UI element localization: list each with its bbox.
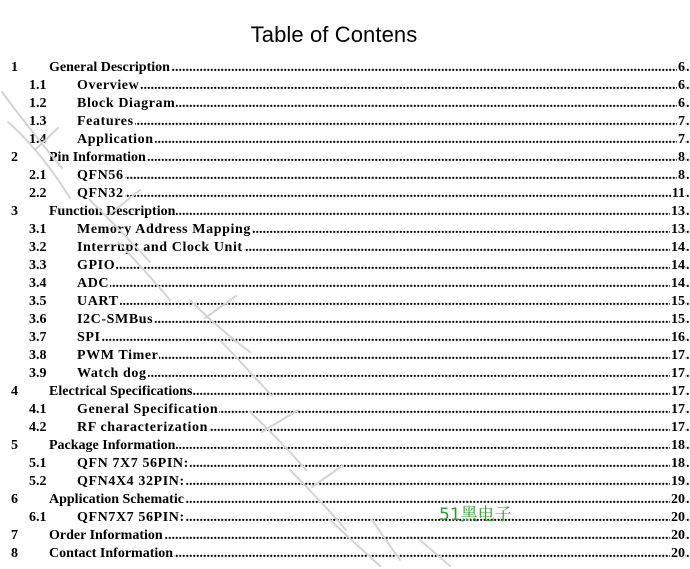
toc-entry[interactable] [0, 239, 690, 257]
toc-entry[interactable] [0, 77, 690, 95]
toc-entry-page: 20 [671, 528, 685, 543]
toc-entry-page: 20 [671, 492, 685, 507]
toc-entry-label: GPIO [77, 258, 116, 273]
toc-entry[interactable] [0, 509, 690, 527]
toc-entry-number: 6 [11, 492, 18, 507]
toc-entry[interactable] [0, 491, 690, 509]
toc-entry-page: 6 [678, 78, 685, 93]
toc-entry-label: Electrical Specifications [49, 384, 193, 399]
toc-entry[interactable] [0, 59, 690, 77]
toc-entry-number: 4.1 [29, 402, 47, 417]
toc-entry[interactable] [0, 455, 690, 473]
toc-entry-page: 17 [671, 348, 685, 363]
toc-entry[interactable] [0, 329, 690, 347]
toc-entry-label: I2C-SMBus [77, 312, 154, 327]
toc-entry-page: 14 [671, 258, 685, 273]
toc-leader-dots [77, 131, 690, 149]
toc-entry[interactable] [0, 275, 690, 293]
toc-entry[interactable] [0, 383, 690, 401]
toc-entry-page: 15 [671, 294, 685, 309]
toc-entry-label: QFN32 [77, 186, 124, 201]
toc-entry-number: 3.3 [29, 258, 47, 273]
page-title: Table of Contens [250, 22, 418, 47]
toc-entry-page: 13 [671, 222, 685, 237]
toc-entry[interactable] [0, 437, 690, 455]
toc-entry-number: 5.1 [29, 456, 47, 471]
toc-entry-label: Interrupt and Clock Unit [77, 240, 243, 255]
toc-entry[interactable] [0, 257, 690, 275]
toc-leader-dots [77, 185, 690, 203]
toc-entry-page: 17 [671, 420, 685, 435]
toc-entry-page: 18 [671, 456, 685, 471]
toc-entry-label: Function Description [49, 204, 176, 219]
toc-entry-number: 3.4 [29, 276, 47, 291]
toc-entry-page: 17 [671, 384, 685, 399]
toc-entry[interactable] [0, 527, 690, 545]
toc-entry-page: 16 [671, 330, 685, 345]
toc-entry-page: 7 [678, 114, 685, 129]
toc-entry-number: 1.2 [29, 96, 47, 111]
toc-entry-label: QFN7X7 56PIN: [77, 510, 185, 525]
toc-entry-number: 5 [11, 438, 18, 453]
toc-entry-label: PWM Timer [77, 348, 159, 363]
toc-entry-number: 8 [11, 546, 18, 561]
toc-entry-number: 2.1 [29, 168, 47, 183]
toc-entry-number: 2.2 [29, 186, 47, 201]
toc-entry-label: Features [77, 114, 134, 129]
toc-entry-label: Package Information [49, 438, 176, 453]
toc-entry-label: QFN56 [77, 168, 124, 183]
toc-leader-dots [77, 347, 690, 365]
toc-entry[interactable] [0, 473, 690, 491]
brand-watermark: 51黑电子 [439, 505, 512, 525]
toc-entry[interactable] [0, 365, 690, 383]
toc-entry[interactable] [0, 203, 690, 221]
toc-entry[interactable] [0, 347, 690, 365]
toc-leader-dots [77, 167, 690, 185]
toc-entry-number: 2 [11, 150, 18, 165]
toc-entry[interactable] [0, 95, 690, 113]
toc-entry-number: 3.5 [29, 294, 47, 309]
toc-entry[interactable] [0, 545, 690, 563]
toc-entry-number: 7 [11, 528, 18, 543]
toc-entry-page: 7 [678, 132, 685, 147]
toc-entry-page: 20 [671, 510, 685, 525]
toc-entry-label: Overview [77, 78, 140, 93]
toc-entry-label: QFN4X4 32PIN: [77, 474, 185, 489]
toc-entry-page: 20 [671, 546, 685, 561]
toc-entry[interactable] [0, 311, 690, 329]
toc-entry-number: 3.9 [29, 366, 47, 381]
toc-entry-number: 3.8 [29, 348, 47, 363]
toc-entry-page: 13 [671, 204, 685, 219]
toc-entry-number: 3 [11, 204, 18, 219]
toc-entry-label: Contact Information [49, 546, 174, 561]
toc-entry-label: Pin Information [49, 150, 146, 165]
toc-leader-dots [77, 275, 690, 293]
toc-entry-number: 3.6 [29, 312, 47, 327]
toc-entry[interactable] [0, 401, 690, 419]
toc-entry-number: 3.7 [29, 330, 47, 345]
toc-leader-dots [77, 329, 690, 347]
toc-entry-page: 8 [678, 168, 685, 183]
toc-entry-number: 1.4 [29, 132, 47, 147]
toc-entry-number: 5.2 [29, 474, 47, 489]
toc-entry-number: 4 [11, 384, 18, 399]
toc-entry-label: QFN 7X7 56PIN: [77, 456, 189, 471]
toc-entry-label: General Specification [77, 402, 219, 417]
toc-leader-dots [77, 113, 690, 131]
toc-entry-label: Watch dog [77, 366, 147, 381]
toc-entry-label: Memory Address Mapping [77, 222, 251, 237]
toc-leader-dots [77, 257, 690, 275]
toc-entry-number: 4.2 [29, 420, 47, 435]
toc-entry[interactable] [0, 185, 690, 203]
toc-entry-number: 1 [11, 60, 18, 75]
toc-entry-label: ADC [77, 276, 110, 291]
toc-entry-page: 15 [671, 312, 685, 327]
toc-leader-dots [77, 365, 690, 383]
toc-entry-label: Order Information [49, 528, 163, 543]
toc-entry[interactable] [0, 113, 690, 131]
toc-entry-page: 8 [678, 150, 685, 165]
toc-entry-page: 14 [671, 240, 685, 255]
toc-entry-label: RF characterization [77, 420, 209, 435]
toc-leader-dots [77, 77, 690, 95]
toc-entry-number: 3.1 [29, 222, 47, 237]
toc-entry-label: SPI [77, 330, 101, 345]
toc-entry[interactable] [0, 293, 690, 311]
toc-entry-page: 11 [671, 186, 685, 201]
toc-entry[interactable] [0, 167, 690, 185]
toc-entry[interactable] [0, 419, 690, 437]
toc-entry-label: Block Diagram [77, 96, 176, 111]
toc-entry-page: 14 [671, 276, 685, 291]
toc-entry-number: 3.2 [29, 240, 47, 255]
toc-entry-label: UART [77, 294, 119, 309]
toc-entry-number: 1.1 [29, 78, 47, 93]
toc-entry-label: General Description [49, 60, 170, 75]
toc-leader-dots [77, 311, 690, 329]
toc-entry[interactable] [0, 131, 690, 149]
toc-entry-label: Application Schematic [49, 492, 184, 507]
toc-entry-number: 6.1 [29, 510, 47, 525]
toc-entry-page: 17 [671, 366, 685, 381]
toc-entry-page: 6 [678, 96, 685, 111]
toc-entry-label: Application [77, 132, 154, 147]
toc-entry[interactable] [0, 149, 690, 167]
toc-entry-page: 6 [678, 60, 685, 75]
toc-entry-page: 19 [671, 474, 685, 489]
toc-entry[interactable] [0, 221, 690, 239]
toc-entry-page: 17 [671, 402, 685, 417]
toc-entry-number: 1.3 [29, 114, 47, 129]
toc-leader-dots [77, 293, 690, 311]
toc-entry-page: 18 [671, 438, 685, 453]
